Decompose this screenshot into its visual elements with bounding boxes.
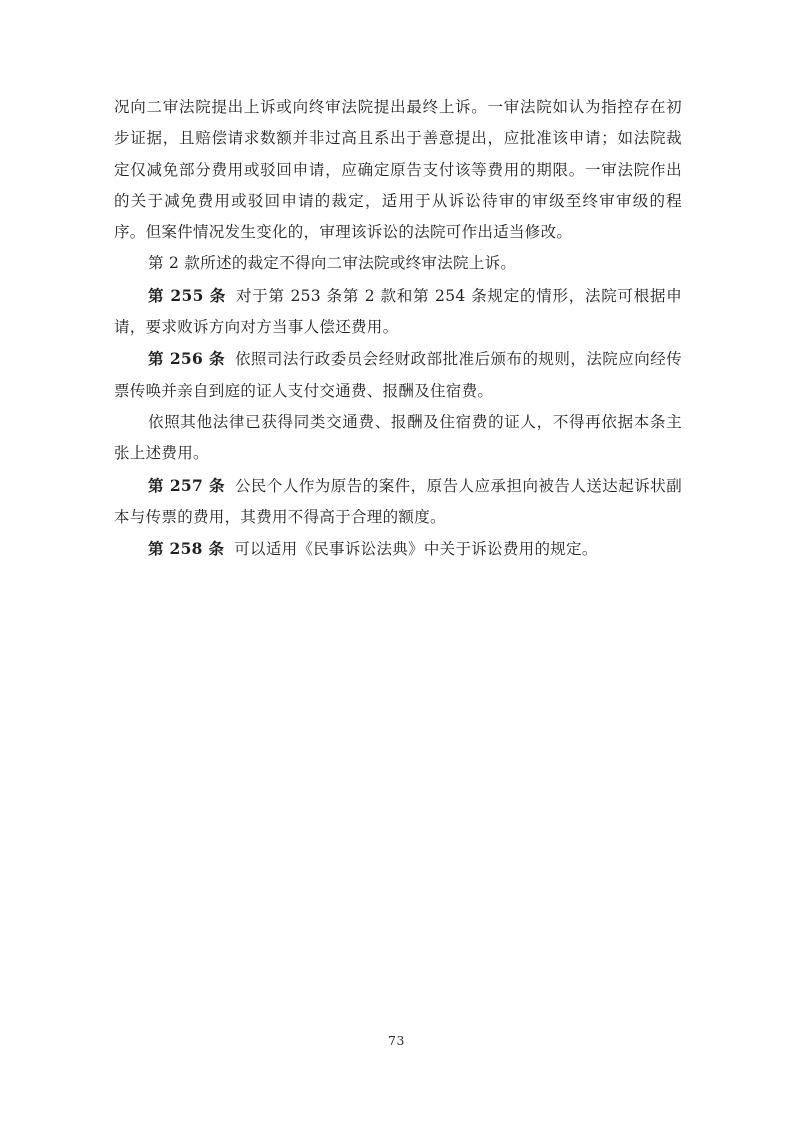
document-body [114,92,682,565]
article-paragraph [114,470,682,534]
paragraph-text: 依照其他法律已获得同类交通费、报酬及住宿费的证人，不得再依据本条主张上述费用。 [114,412,682,463]
article-paragraph [114,533,682,565]
page-number: 73 [388,1033,405,1048]
paragraph-text: 依照司法行政委员会经财政部批准后颁布的规则，法院应向经传票传唤并亲自到庭的证人支付交通费、报酬及住宿费。 [114,350,682,400]
body-paragraph [114,407,682,470]
paragraph-text: 可以适用《民事诉讼法典》中关于诉讼费用的规定。 [234,540,598,559]
paragraph-text: 第 2 款所述的裁定不得向二审法院或终审法院上诉。 [148,254,517,273]
paragraph-text: 公民个人作为原告的案件，原告人应承担向被告人送达起诉状副本与传票的费用，其费用不得高于合理的额度。 [114,476,682,526]
article-paragraph [114,343,682,407]
paragraph-text: 对于第 253 条第 2 款和第 254 条规定的情形，法院可根据申请，要求败诉方向对方当事人偿还费用。 [114,286,683,337]
article-paragraph [114,280,682,344]
article-number: 第 256 条 [148,349,225,369]
article-number: 第 258 条 [148,539,225,559]
body-paragraph [114,248,682,279]
paragraph-text: 况向二审法院提出上诉或向终审法院提出最终上诉。一审法院如认为指控存在初步证据，且赔偿请求数额并非过高且系出于善意提出，应批准该申请；如法院裁定仅减免部分费用或驳回申请，应确定原告支付该等费用的期限。一审法院作出的关于减免费用或驳回申请的裁定，适用于从诉讼待审的审级至终审审级的程序。但案件情况发生变化的，审理该诉讼的法院可作出适当修改。 [114,98,682,242]
body-paragraph [114,92,682,248]
article-number: 第 255 条 [148,285,227,305]
article-number: 第 257 条 [148,475,225,495]
